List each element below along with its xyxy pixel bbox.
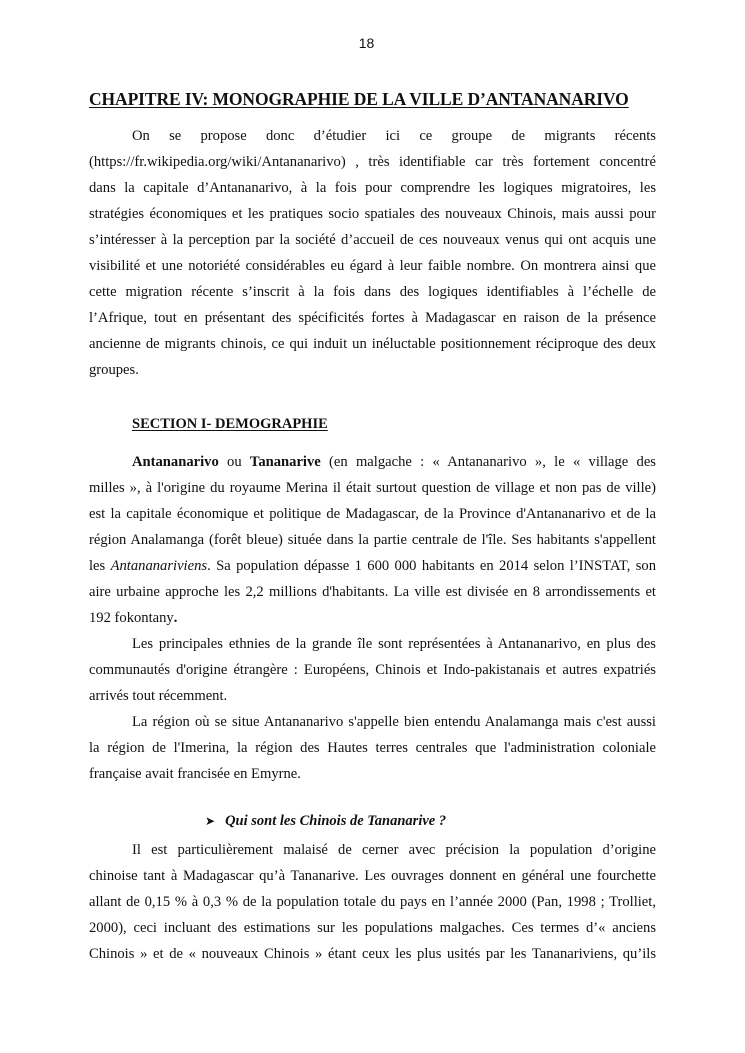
text-line: (https://fr.wikipedia.org/wiki/Antananarivo) , très identifiable car très fortement concentré [89,154,656,170]
text-line: On se propose donc d’étudier ici ce groupe de migrants récents [132,128,656,144]
text-line: Chinois » et de « nouveaux Chinois » étant ceux les plus usités par les Tananariviens, qu’ils [89,946,656,962]
text-line: allant de 0,15 % à 0,3 % de la population totale du pays en l’année 2000 (Pan, 1998 ; Trolliet, [89,894,656,910]
text-line: milles », à l'origine du royaume Merina il était surtout question de village et non pas de ville) [89,480,656,496]
text-line: région Analamanga (forêt bleue) située dans la partie centrale de l'île. Ses habitants s'appellent [89,532,656,548]
text-line: visibilité et une notoriété considérables eu égard à leur faible nombre. On montrera ainsi que [89,258,656,274]
text: (en malgache : « Antananarivo », le « village des [320,454,656,470]
paragraph-intro [89,123,656,383]
text: les [89,558,111,574]
text-line: arrivés tout récemment. [89,688,228,704]
text-line: l’Afrique, tout en présentant des spécificités fortes à Madagascar en raison de la présence [89,310,656,326]
bold-text: Antananarivo [132,454,219,470]
text-line: est la capitale économique et politique de Madagascar, de la Province d'Antananarivo et de la [89,506,656,522]
text-line: française avait francisée en Emyrne. [89,766,301,782]
text-line: groupes. [89,362,139,378]
text-line: Les principales ethnies de la grande île sont représentées à Antananarivo, en plus des [132,636,656,652]
text-line: cette migration récente s’inscrit à la fois dans des logiques identifiables à l’échelle de [89,284,656,300]
paragraph-region [89,709,656,787]
text-line: la région de l'Imerina, la région des Hautes terres centrales que l'administration coloniale [89,740,656,756]
text-line: 2000), ceci incluant des estimations sur les populations malgaches. Ces termes d’« anciens [89,920,656,936]
text-line [89,605,656,631]
text: . Sa population dépasse 1 600 000 habitants en 2014 selon l’INSTAT, son [207,558,656,574]
bold-text: . [173,610,178,626]
bullet-heading [205,813,446,830]
page-number: 18 [358,35,375,51]
chapter-title: CHAPITRE IV: MONOGRAPHIE DE LA VILLE D’ANTANANARIVO [89,89,629,109]
italic-text: Antananariviens [110,558,208,574]
text-line: aire urbaine approche les 2,2 millions d'habitants. La ville est divisée en 8 arrondissements et [89,584,656,600]
paragraph-antananarivo [89,449,656,631]
text-line: chinoise tant à Madagascar qu’à Tananarive. Les ouvrages donnent en général une fourchette [89,868,656,884]
paragraph-ethnies [89,631,656,709]
text: 192 fokontany [89,610,174,626]
text: ou [218,454,250,470]
text-line: La région où se situe Antananarivo s'appelle bien entendu Analamanga mais c'est aussi [132,714,656,730]
text-line: s’intéresser à la perception par la société d’accueil de ces nouveaux venus qui ont acquis une [89,232,656,248]
arrow-bullet-icon: ➤ [205,814,216,828]
text-line: ancienne de migrants chinois, ce qui induit un inéluctable positionnement réciproque des deux [89,336,656,352]
text-line: communautés d'origine étrangère : Européens, Chinois et Indo-pakistanais et autres expatriés [89,662,656,678]
text-line: stratégies économiques et les pratiques socio spatiales des nouveaux Chinois, mais aussi pour [89,206,656,222]
text-line [89,449,656,475]
text-line [89,553,656,579]
text-line: dans la capitale d’Antananarivo, à la fois pour comprendre les logiques migratoires, les [89,180,656,196]
bullet-heading-text: Qui sont les Chinois de Tananarive ? [225,813,447,829]
paragraph-chinois [89,837,656,967]
bold-text: Tananarive [249,454,321,470]
text-line: Il est particulièrement malaisé de cerner avec précision la population d’origine [132,842,656,858]
section-title: SECTION I- DEMOGRAPHIE [132,416,328,432]
